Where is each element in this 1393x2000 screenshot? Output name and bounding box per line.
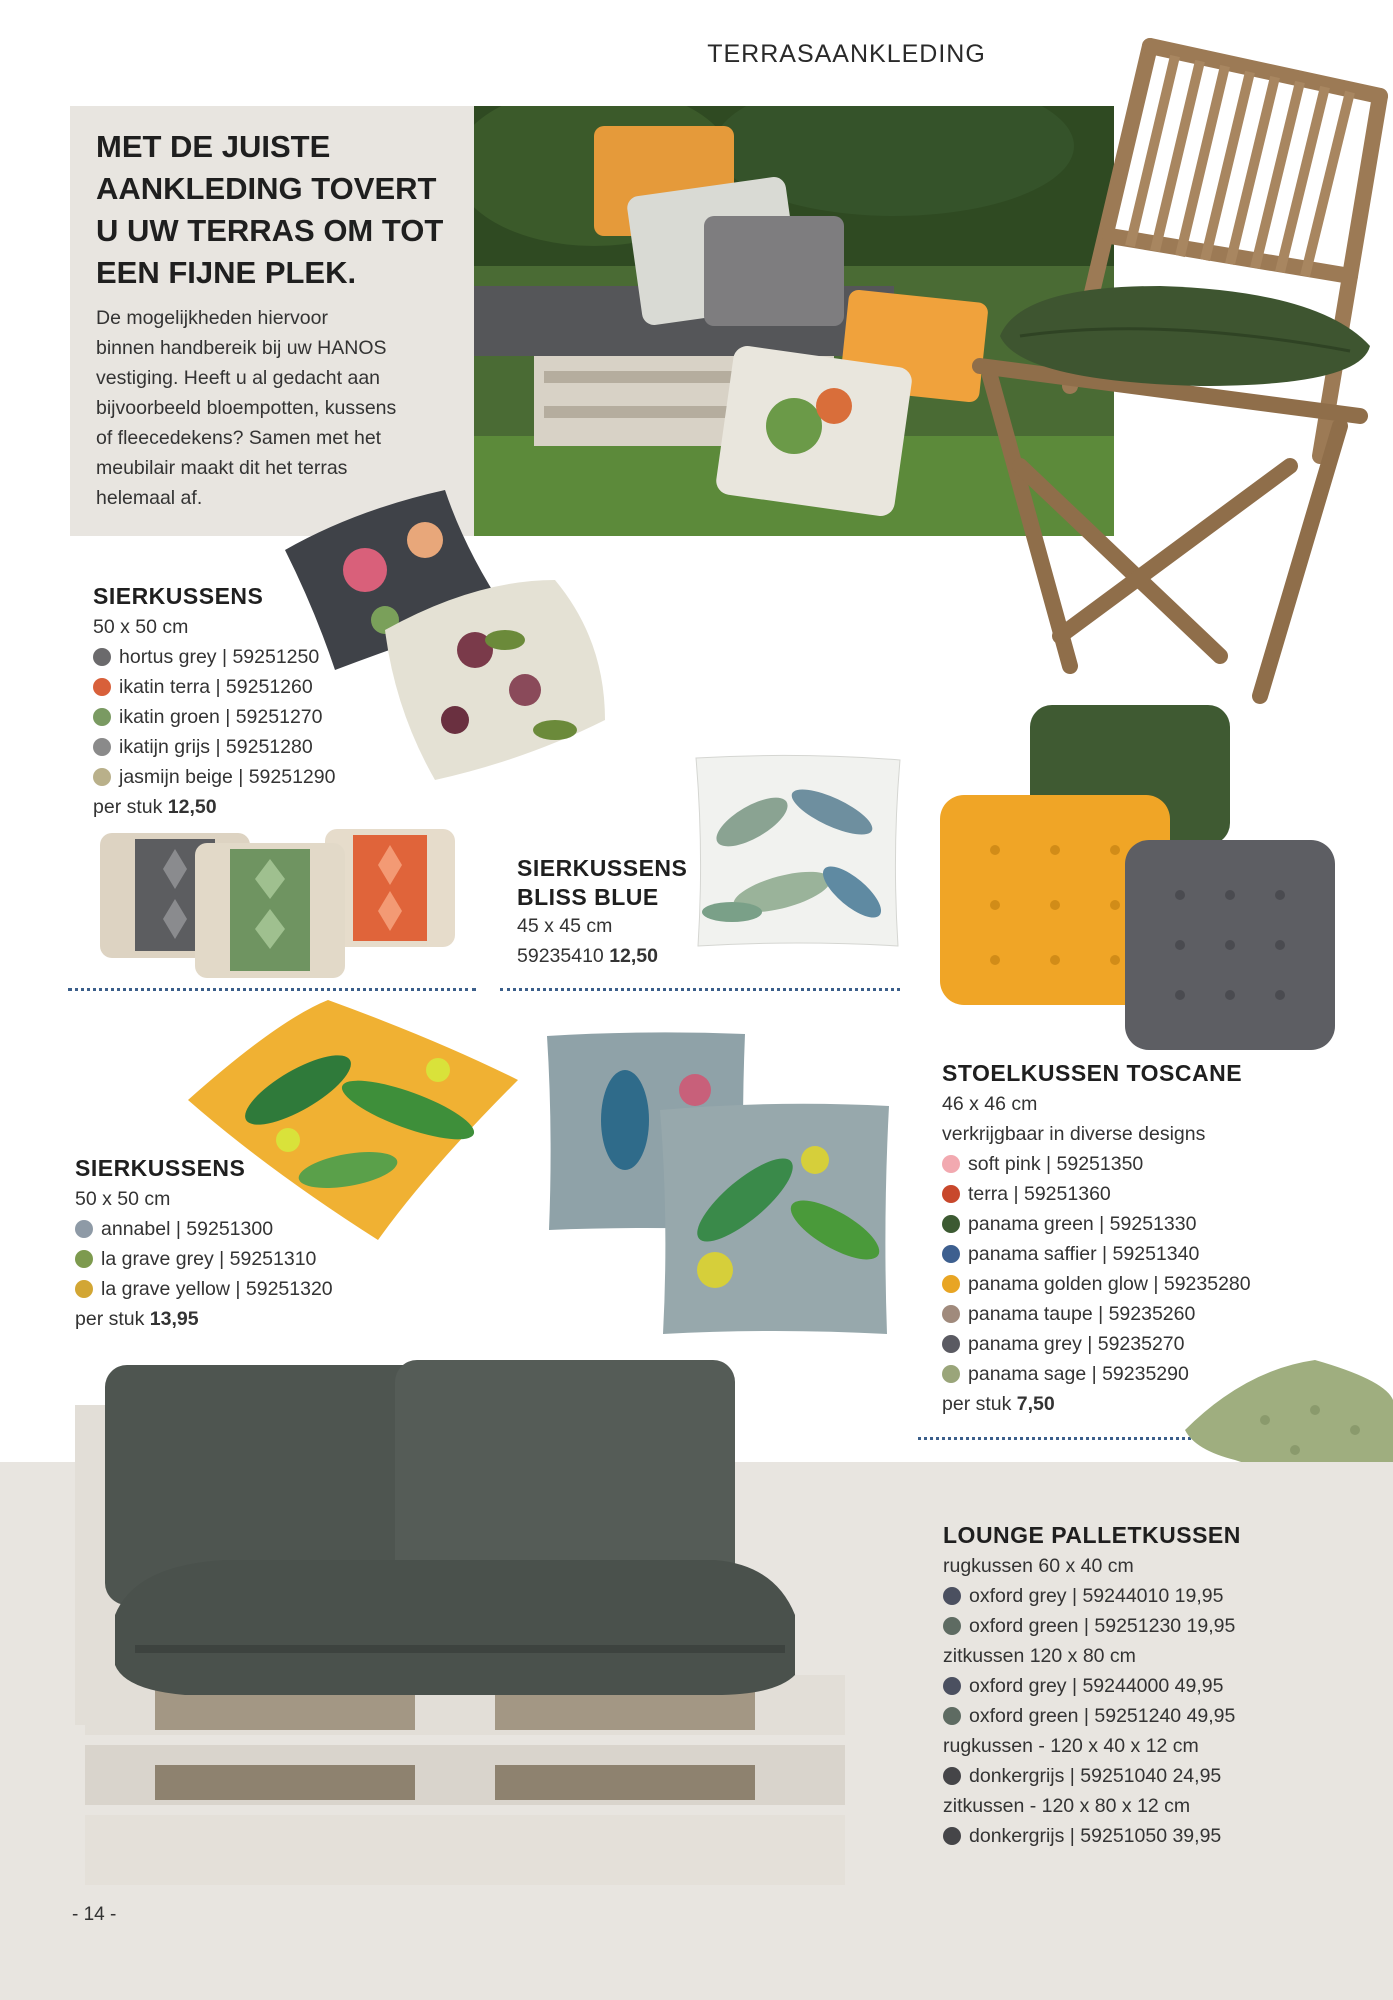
product-title: SIERKUSSENS xyxy=(75,1155,246,1181)
swatch-row: panama taupe | 59235260 xyxy=(942,1299,1251,1329)
swatch-row: hortus grey | 59251250 xyxy=(93,642,335,672)
lounge-block xyxy=(943,1522,1241,1851)
swatch-icon xyxy=(942,1245,960,1263)
bliss-blue-cushion-image xyxy=(692,752,904,952)
swatch-icon xyxy=(93,768,111,786)
product-size: zitkussen - 120 x 80 x 12 cm xyxy=(943,1795,1191,1817)
swatch-icon xyxy=(75,1280,93,1298)
ikat-cushions-image xyxy=(95,825,460,985)
swatch-icon xyxy=(942,1335,960,1353)
swatch-icon xyxy=(75,1250,93,1268)
teak-chair-image xyxy=(960,36,1393,736)
swatch-row: soft pink | 59251350 xyxy=(942,1149,1251,1179)
intro-heading: MET DE JUISTE AANKLEDING TOVERT U UW TERRAS OM TOT EEN FIJNE PLEK. xyxy=(96,129,444,290)
product-size: 46 x 46 cm xyxy=(942,1093,1038,1115)
swatch-row: jasmijn beige | 59251290 xyxy=(93,762,335,792)
color-row: oxford green | 59251240 49,95 xyxy=(943,1701,1241,1731)
product-size: 45 x 45 cm xyxy=(517,915,613,937)
swatch-row: panama grey | 59235270 xyxy=(942,1329,1251,1359)
page-number: - 14 - xyxy=(72,1904,117,1925)
section-divider xyxy=(68,988,476,991)
swatch-row: la grave grey | 59251310 xyxy=(75,1244,333,1274)
intro-text: De mogelijkheden hiervoor binnen handbereik bij uw HANOS vestiging. Heeft u al gedacht aan bijvoorbeeld bloempotten, kussens of fleecedekens? Samen met het meubilair maakt dit het terras helemaal af. xyxy=(96,307,397,509)
section-divider xyxy=(500,988,900,991)
swatch-row: panama green | 59251330 xyxy=(942,1209,1251,1239)
sierkussens-block-1 xyxy=(93,583,335,822)
color-dot-icon xyxy=(943,1707,961,1725)
price-line: per stuk 13,95 xyxy=(75,1308,199,1330)
swatch-icon xyxy=(93,738,111,756)
price-line: per stuk 7,50 xyxy=(942,1393,1055,1415)
color-row: oxford grey | 59244000 49,95 xyxy=(943,1671,1241,1701)
swatch-row: la grave yellow | 59251320 xyxy=(75,1274,333,1304)
swatch-row: panama sage | 59235290 xyxy=(942,1359,1251,1389)
product-subtitle: BLISS BLUE xyxy=(517,884,659,910)
swatch-icon xyxy=(93,678,111,696)
product-title: SIERKUSSENS xyxy=(517,855,688,881)
pallet-lounge-image xyxy=(75,1345,865,1905)
swatch-row: ikatin groen | 59251270 xyxy=(93,702,335,732)
swatch-icon xyxy=(942,1185,960,1203)
color-row: oxford green | 59251230 19,95 xyxy=(943,1611,1241,1641)
page-section-title: TERRASAANKLEDING xyxy=(707,40,986,68)
color-dot-icon xyxy=(943,1677,961,1695)
swatch-icon xyxy=(93,648,111,666)
swatch-icon xyxy=(942,1365,960,1383)
price-line: per stuk 12,50 xyxy=(93,796,217,818)
swatch-icon xyxy=(942,1215,960,1233)
color-row: donkergrijs | 59251040 24,95 xyxy=(943,1761,1241,1791)
color-dot-icon xyxy=(943,1767,961,1785)
product-note: verkrijgbaar in diverse designs xyxy=(942,1123,1206,1145)
product-title: STOELKUSSEN TOSCANE xyxy=(942,1060,1243,1086)
product-size: 50 x 50 cm xyxy=(93,616,189,638)
swatch-icon xyxy=(942,1275,960,1293)
product-size: rugkussen - 120 x 40 x 12 cm xyxy=(943,1735,1199,1757)
price-line: 59235410 12,50 xyxy=(517,945,658,967)
swatch-icon xyxy=(942,1155,960,1173)
swatch-icon xyxy=(93,708,111,726)
toscane-cushions-image xyxy=(930,665,1350,1065)
swatch-icon xyxy=(942,1305,960,1323)
product-size: 50 x 50 cm xyxy=(75,1188,171,1210)
swatch-row: panama saffier | 59251340 xyxy=(942,1239,1251,1269)
swatch-row: ikatin terra | 59251260 xyxy=(93,672,335,702)
swatch-row: panama golden glow | 59235280 xyxy=(942,1269,1251,1299)
product-size: rugkussen 60 x 40 cm xyxy=(943,1555,1134,1577)
swatch-icon xyxy=(75,1220,93,1238)
product-title: SIERKUSSENS xyxy=(93,583,264,609)
bliss-blue-block xyxy=(517,855,687,971)
product-size: zitkussen 120 x 80 cm xyxy=(943,1645,1136,1667)
color-row: donkergrijs | 59251050 39,95 xyxy=(943,1821,1241,1851)
swatch-row: annabel | 59251300 xyxy=(75,1214,333,1244)
color-dot-icon xyxy=(943,1827,961,1845)
sierkussens-block-2 xyxy=(75,1155,333,1334)
color-row: oxford grey | 59244010 19,95 xyxy=(943,1581,1241,1611)
swatch-row: terra | 59251360 xyxy=(942,1179,1251,1209)
peacock-cushions-image xyxy=(545,1030,895,1340)
color-dot-icon xyxy=(943,1617,961,1635)
swatch-row: ikatijn grijs | 59251280 xyxy=(93,732,335,762)
product-title: LOUNGE PALLETKUSSEN xyxy=(943,1522,1241,1548)
color-dot-icon xyxy=(943,1587,961,1605)
